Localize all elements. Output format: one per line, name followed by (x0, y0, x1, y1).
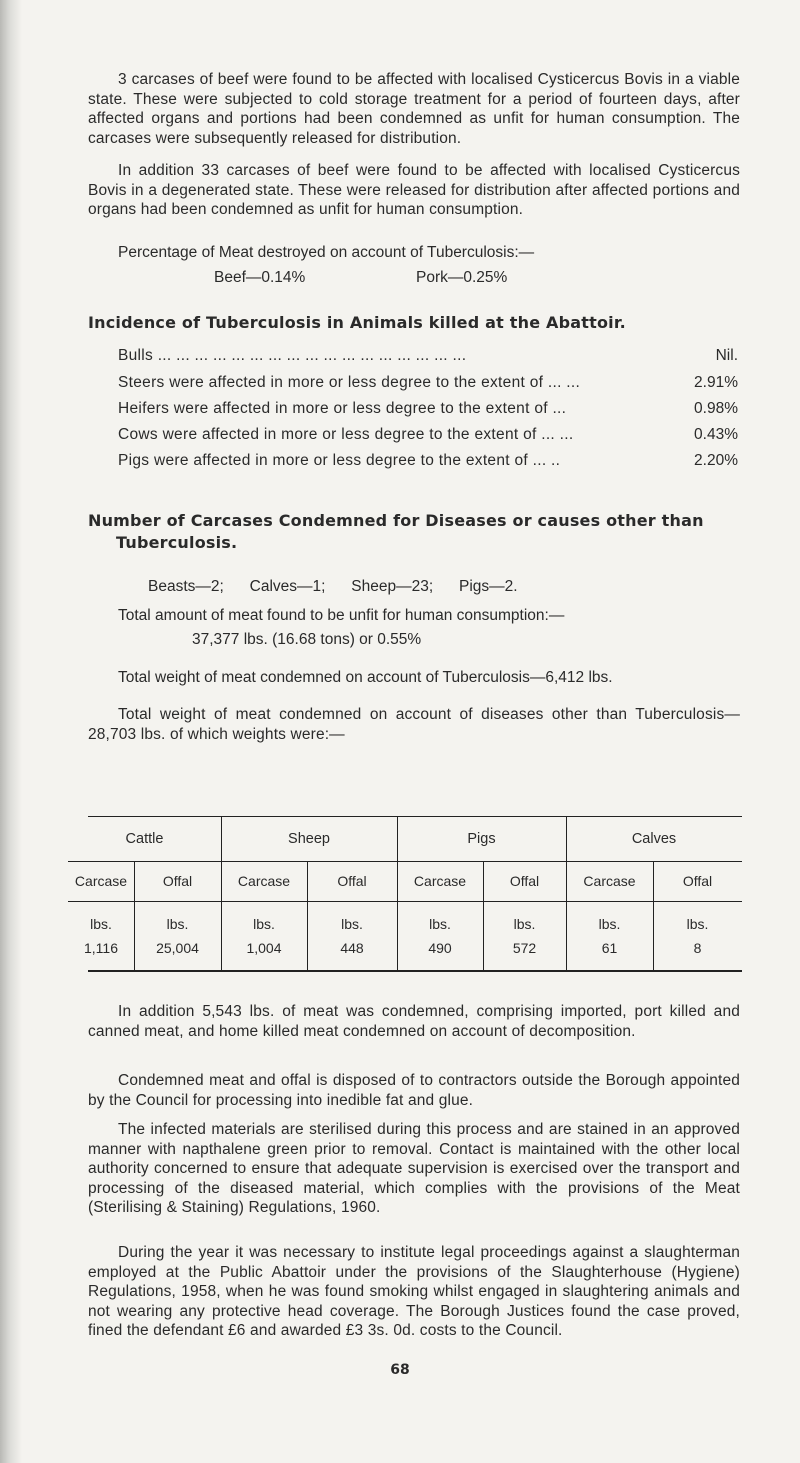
value-pigs-carcase: 490 (428, 940, 452, 956)
incidence-label: Steers were affected in more or less degree to the extent of ... ... (118, 374, 581, 391)
group-header-sheep: Sheep (288, 831, 330, 847)
incidence-label: Cows were affected in more or less degree to the extent of ... ... (118, 426, 574, 443)
subheader-carcase: Carcase (74, 873, 128, 889)
paragraph-cysticercus-viable: 3 carcases of beef were found to be affected with localised Cysticercus Bovis in a viable state. These were subjected to cold storage treatment for a period of fourteen days, after affected organs and portions had been condemned as unfit for human consumption. The carcases were subsequently released for distribution. (88, 71, 740, 147)
incidence-heading: Incidence of Tuberculosis in Animals killed at the Abattoir. (88, 313, 626, 332)
incidence-value: Nil. (715, 347, 738, 364)
percentage-pork: Pork—0.25% (416, 269, 508, 286)
incidence-row-steers (118, 374, 738, 394)
value-pigs-offal: 572 (512, 940, 537, 956)
subheader-offal: Offal (509, 873, 540, 889)
value-calves-carcase: 61 (601, 940, 618, 956)
unit-label: lbs. (90, 916, 112, 932)
incidence-row-cows (118, 426, 738, 446)
value-cattle-carcase: 1,116 (84, 940, 118, 956)
tb-weight: Total weight of meat condemned on account of Tuberculosis—6,412 lbs. (118, 669, 613, 686)
group-underline (221, 861, 397, 862)
unit-label: lbs. (429, 916, 451, 932)
subheader-offal: Offal (337, 873, 367, 889)
incidence-value: 0.98% (694, 400, 738, 417)
unit-label: lbs. (166, 916, 189, 932)
total-unfit-value: 37,377 lbs. (16.68 tons) or 0.55% (192, 631, 422, 648)
other-weight: Total weight of meat condemned on account of diseases other than Tuberculosis—28,703 lbs. of which weights were:— (88, 706, 740, 743)
weights-table (74, 816, 742, 972)
subheader-carcase: Carcase (413, 873, 467, 889)
condemned-counts: Beasts—2; Calves—1; Sheep—23; Pigs—2. (148, 578, 518, 595)
subheader-carcase: Carcase (583, 873, 636, 889)
percentage-beef: Beef—0.14% (214, 269, 306, 286)
paragraph-legal-proceedings: During the year it was necessary to institute legal proceedings against a slaughterman employed at the Public Abattoir under the provisions of the Slaughterhouse (Hygiene) Regulations, 1958, when he was found smoking whilst engaged in slaughtering animals and not wearing any protective head coverage. The Borough Justices found the case proved, fined the defendant £6 and awarded £3 3s. 0d. costs to the Council. (88, 1244, 740, 1339)
incidence-label: Bulls ... ... ... ... ... ... ... ... ... ... ... ... ... ... ... ... ... (118, 347, 467, 364)
table-rule-top (88, 816, 742, 817)
incidence-value: 2.20% (694, 452, 738, 469)
incidence-value: 2.91% (694, 374, 738, 391)
percentage-intro: Percentage of Meat destroyed on account of Tuberculosis:— (118, 244, 535, 261)
condemned-heading-line1: Number of Carcases Condemned for Diseases or causes other than (88, 511, 704, 530)
unit-label: lbs. (598, 916, 621, 932)
incidence-value: 0.43% (694, 426, 738, 443)
paragraph-cysticercus-degenerated: In addition 33 carcases of beef were found to be affected with localised Cysticercus Bovis in a degenerated state. These were released for distribution after affected portions and organs had been condemned as unfit for human consumption. (88, 162, 740, 218)
subheader-rule (68, 901, 742, 902)
unit-label: lbs. (686, 916, 709, 932)
group-underline (397, 861, 566, 862)
subheader-offal: Offal (682, 873, 713, 889)
unit-label: lbs. (513, 916, 536, 932)
group-underline (68, 861, 134, 862)
incidence-row-heifers (118, 400, 738, 420)
value-sheep-offal: 448 (340, 940, 364, 956)
incidence-label: Heifers were affected in more or less degree to the extent of ... (118, 400, 567, 417)
scan-edge-shadow (0, 0, 22, 1463)
table-rule-bottom (88, 970, 742, 972)
group-underline (134, 861, 221, 862)
subheader-offal: Offal (162, 873, 193, 889)
unit-label: lbs. (341, 916, 363, 932)
subheader-carcase: Carcase (237, 873, 291, 889)
condemned-heading-line2: Tuberculosis. (116, 533, 238, 552)
group-underline (566, 861, 742, 862)
total-unfit: Total amount of meat found to be unfit for human consumption:— (118, 607, 565, 624)
unit-label: lbs. (253, 916, 275, 932)
value-calves-offal: 8 (693, 940, 702, 956)
value-cattle-offal: 25,004 (156, 940, 199, 956)
incidence-label: Pigs were affected in more or less degree to the extent of ... .. (118, 452, 561, 469)
paragraph-disposal: Condemned meat and offal is disposed of to contractors outside the Borough appointed by the Council for processing into inedible fat and glue. (88, 1072, 740, 1109)
paragraph-sterilising: The infected materials are sterilised during this process and are stained in an approved manner with napthalene green prior to removal. Contact is maintained with the other local authority concerned to ensure that adequate supervision is exercised over the transport and processing of the diseased material, which complies with the provisions of the Meat (Sterilising & Staining) Regulations, 1960. (88, 1121, 740, 1216)
incidence-row-pigs (118, 452, 738, 472)
paragraph-additional-condemned: In addition 5,543 lbs. of meat was condemned, comprising imported, port killed and canned meat, and home killed meat condemned on account of decomposition. (88, 1003, 740, 1040)
group-header-pigs: Pigs (467, 831, 496, 847)
value-sheep-carcase: 1,004 (246, 940, 282, 956)
group-header-calves: Calves (631, 831, 677, 847)
page-number: 68 (390, 1362, 410, 1378)
incidence-row-bulls (118, 347, 738, 367)
group-header-cattle: Cattle (125, 831, 164, 847)
